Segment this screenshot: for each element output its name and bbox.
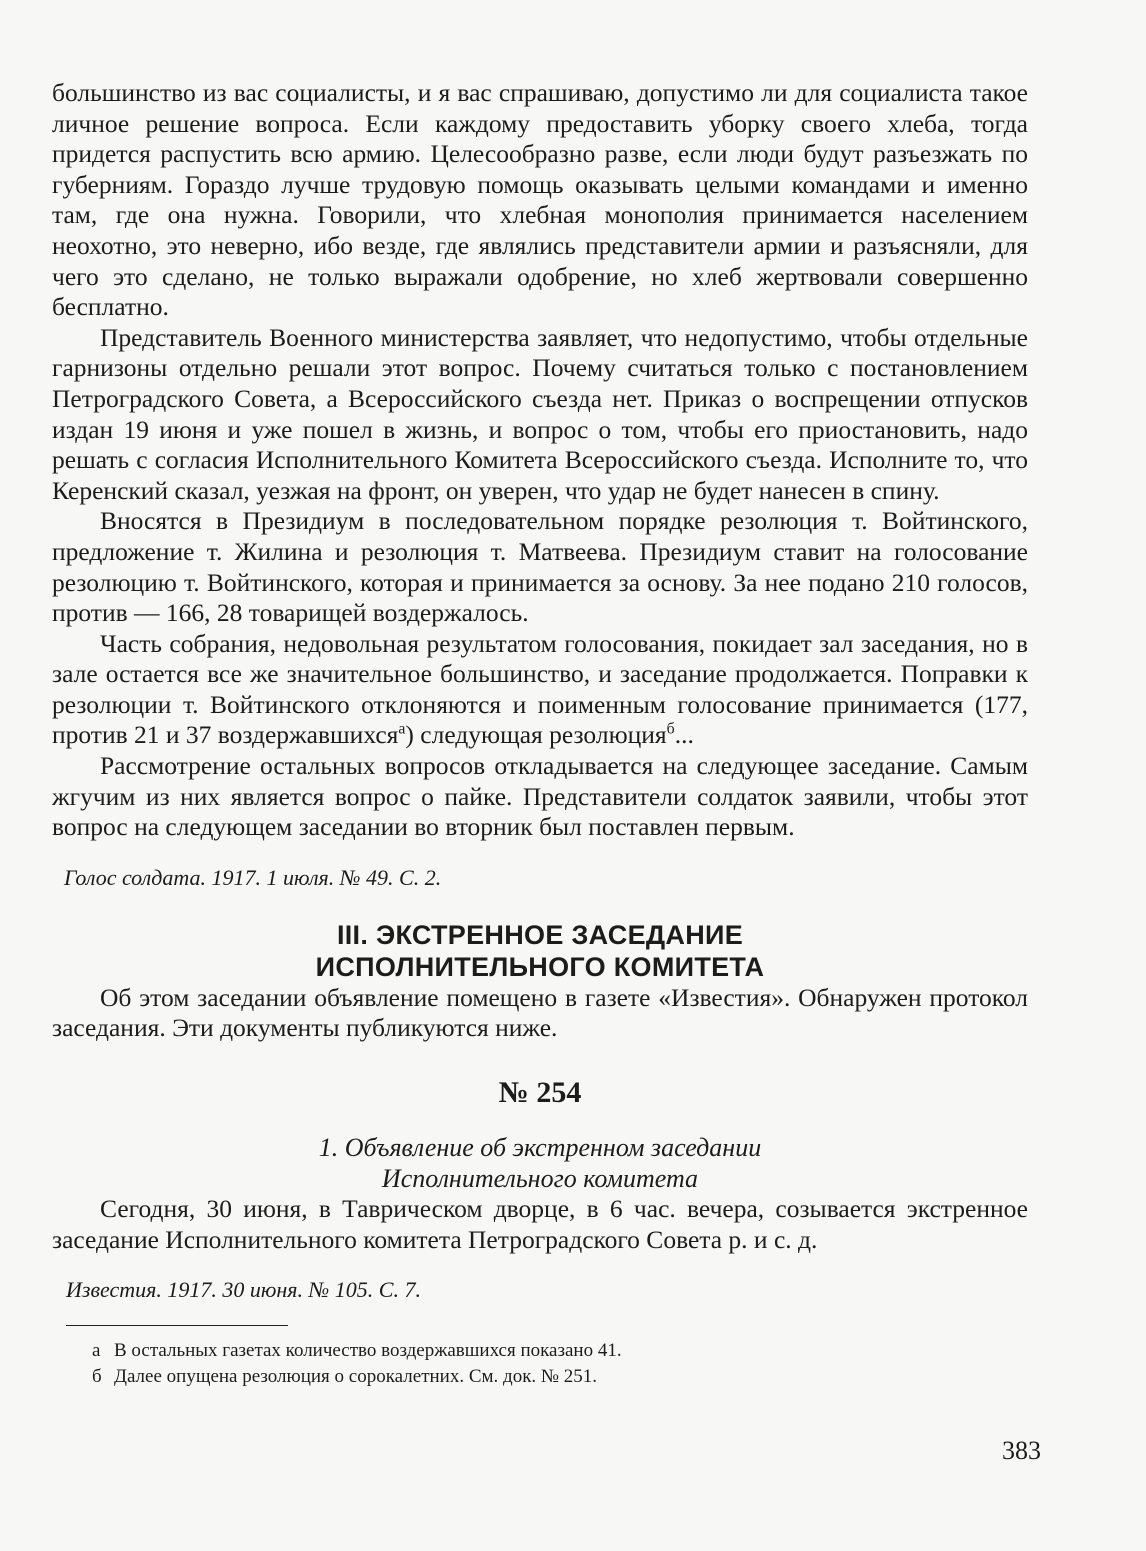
footnote-divider: [66, 1325, 288, 1326]
footnote: [92, 1338, 1028, 1364]
document-title: [52, 1132, 1028, 1194]
footnote: [92, 1364, 1028, 1390]
section-heading-line1: III. ЭКСТРЕННОЕ ЗАСЕДАНИЕ: [336, 919, 744, 950]
footnote-ref-a: а: [398, 720, 406, 738]
document-title-line1: 1. Объявление об экстренном заседании: [318, 1133, 762, 1163]
document-title-line2: Исполнительного комитета: [381, 1164, 699, 1194]
footnotes: [92, 1338, 1028, 1390]
footnote-mark: б: [92, 1366, 102, 1388]
section-intro: Об этом заседании объявление помещено в газете «Известия». Обнаружен протокол заседания. Эти документы публикуются ниже.: [52, 982, 1028, 1043]
paragraph-vote-text-a: Часть собрания, недовольная результатом голосования, покидает зал заседания, но в зале остается все же значительное большинство, и заседание продолжается. Поправки к резолюции т. Войтинского отклоняются и поименным голосование принимается (177, против 21 и 37 воздержавшихся: [52, 628, 1028, 750]
paragraph-ministry: Представитель Военного министерства заявляет, что недопустимо, чтобы отдельные гарнизоны отдельно решали этот вопрос. Почему считаться только с постановлением Петроградского Совета, а Всероссийского съезда нет. Приказ о воспрещении отпусков издан 19 июня и уже пошел в жизнь, и вопрос о том, чтобы его приостановить, надо решать с согласия Исполнительного Комитета Всероссийского съезда. Исполните то, что Керенский сказал, уезжая на фронт, он уверен, что удар не будет нанесен в спину.: [52, 322, 1028, 505]
page-number: 383: [1002, 1436, 1041, 1465]
footnote-text: В остальных газетах количество воздержавшихся показано 41.: [114, 1340, 622, 1362]
source-citation-2: Известия. 1917. 30 июня. № 105. С. 7.: [66, 1277, 421, 1303]
paragraph-vote-text-b: ) следующая резолюция: [405, 720, 667, 750]
announcement-text: Сегодня, 30 июня, в Таврическом дворце, в 6 час. вечера, созывается экстренное заседание Исполнительного комитета Петроградского Совета р. и с. д.: [52, 1194, 1028, 1254]
paragraph-continuation: большинство из вас социалисты, и я вас спрашиваю, допустимо ли для социалиста такое личное решение вопроса. Если каждому предоставить уборку своего хлеба, тогда придется распустить всю армию. Целесообразно разве, если люди будут разъезжать по губерниям. Гораздо лучше трудовую помощь оказывать целыми командами и именно там, где она нужна. Говорили, что хлебная монополия принимается населением неохотно, это неверно, ибо везде, где являлись представители армии и разъясняли, для чего это сделано, не только выражали одобрение, но хлеб жертвовали совершенно бесплатно.: [52, 78, 1028, 322]
source-citation: Голос солдата. 1917. 1 июля. № 49. С. 2.: [64, 864, 442, 890]
footnote-text: Далее опущена резолюция о сорокалетних. См. док. № 251.: [114, 1366, 598, 1388]
paragraph-postponed: Рассмотрение остальных вопросов откладывается на следующее заседание. Самым жгучим из них является вопрос о пайке. Представители солдаток заявили, чтобы этот вопрос на следующем заседании во вторник был поставлен первым.: [52, 751, 1028, 842]
footnote-ref-b: б: [666, 720, 675, 738]
section-heading-line2: ИСПОЛНИТЕЛЬНОГО КОМИТЕТА: [315, 951, 765, 982]
document-number: № 254: [498, 1076, 582, 1110]
paragraph-presidium: Вносятся в Президиум в последовательном порядке резолюция т. Войтинского, предложение т. Жилина и резолюция т. Матвеева. Президиум ставит на голосование резолюцию т. Войтинского, которая и принимается за основу. За нее подано 210 голосов, против — 166, 28 товарищей воздержалось.: [52, 506, 1028, 628]
paragraph-vote: [52, 629, 1028, 751]
paragraph-vote-text-c: ...: [674, 720, 694, 750]
footnote-mark: а: [92, 1340, 101, 1362]
section-heading: [52, 919, 1028, 983]
